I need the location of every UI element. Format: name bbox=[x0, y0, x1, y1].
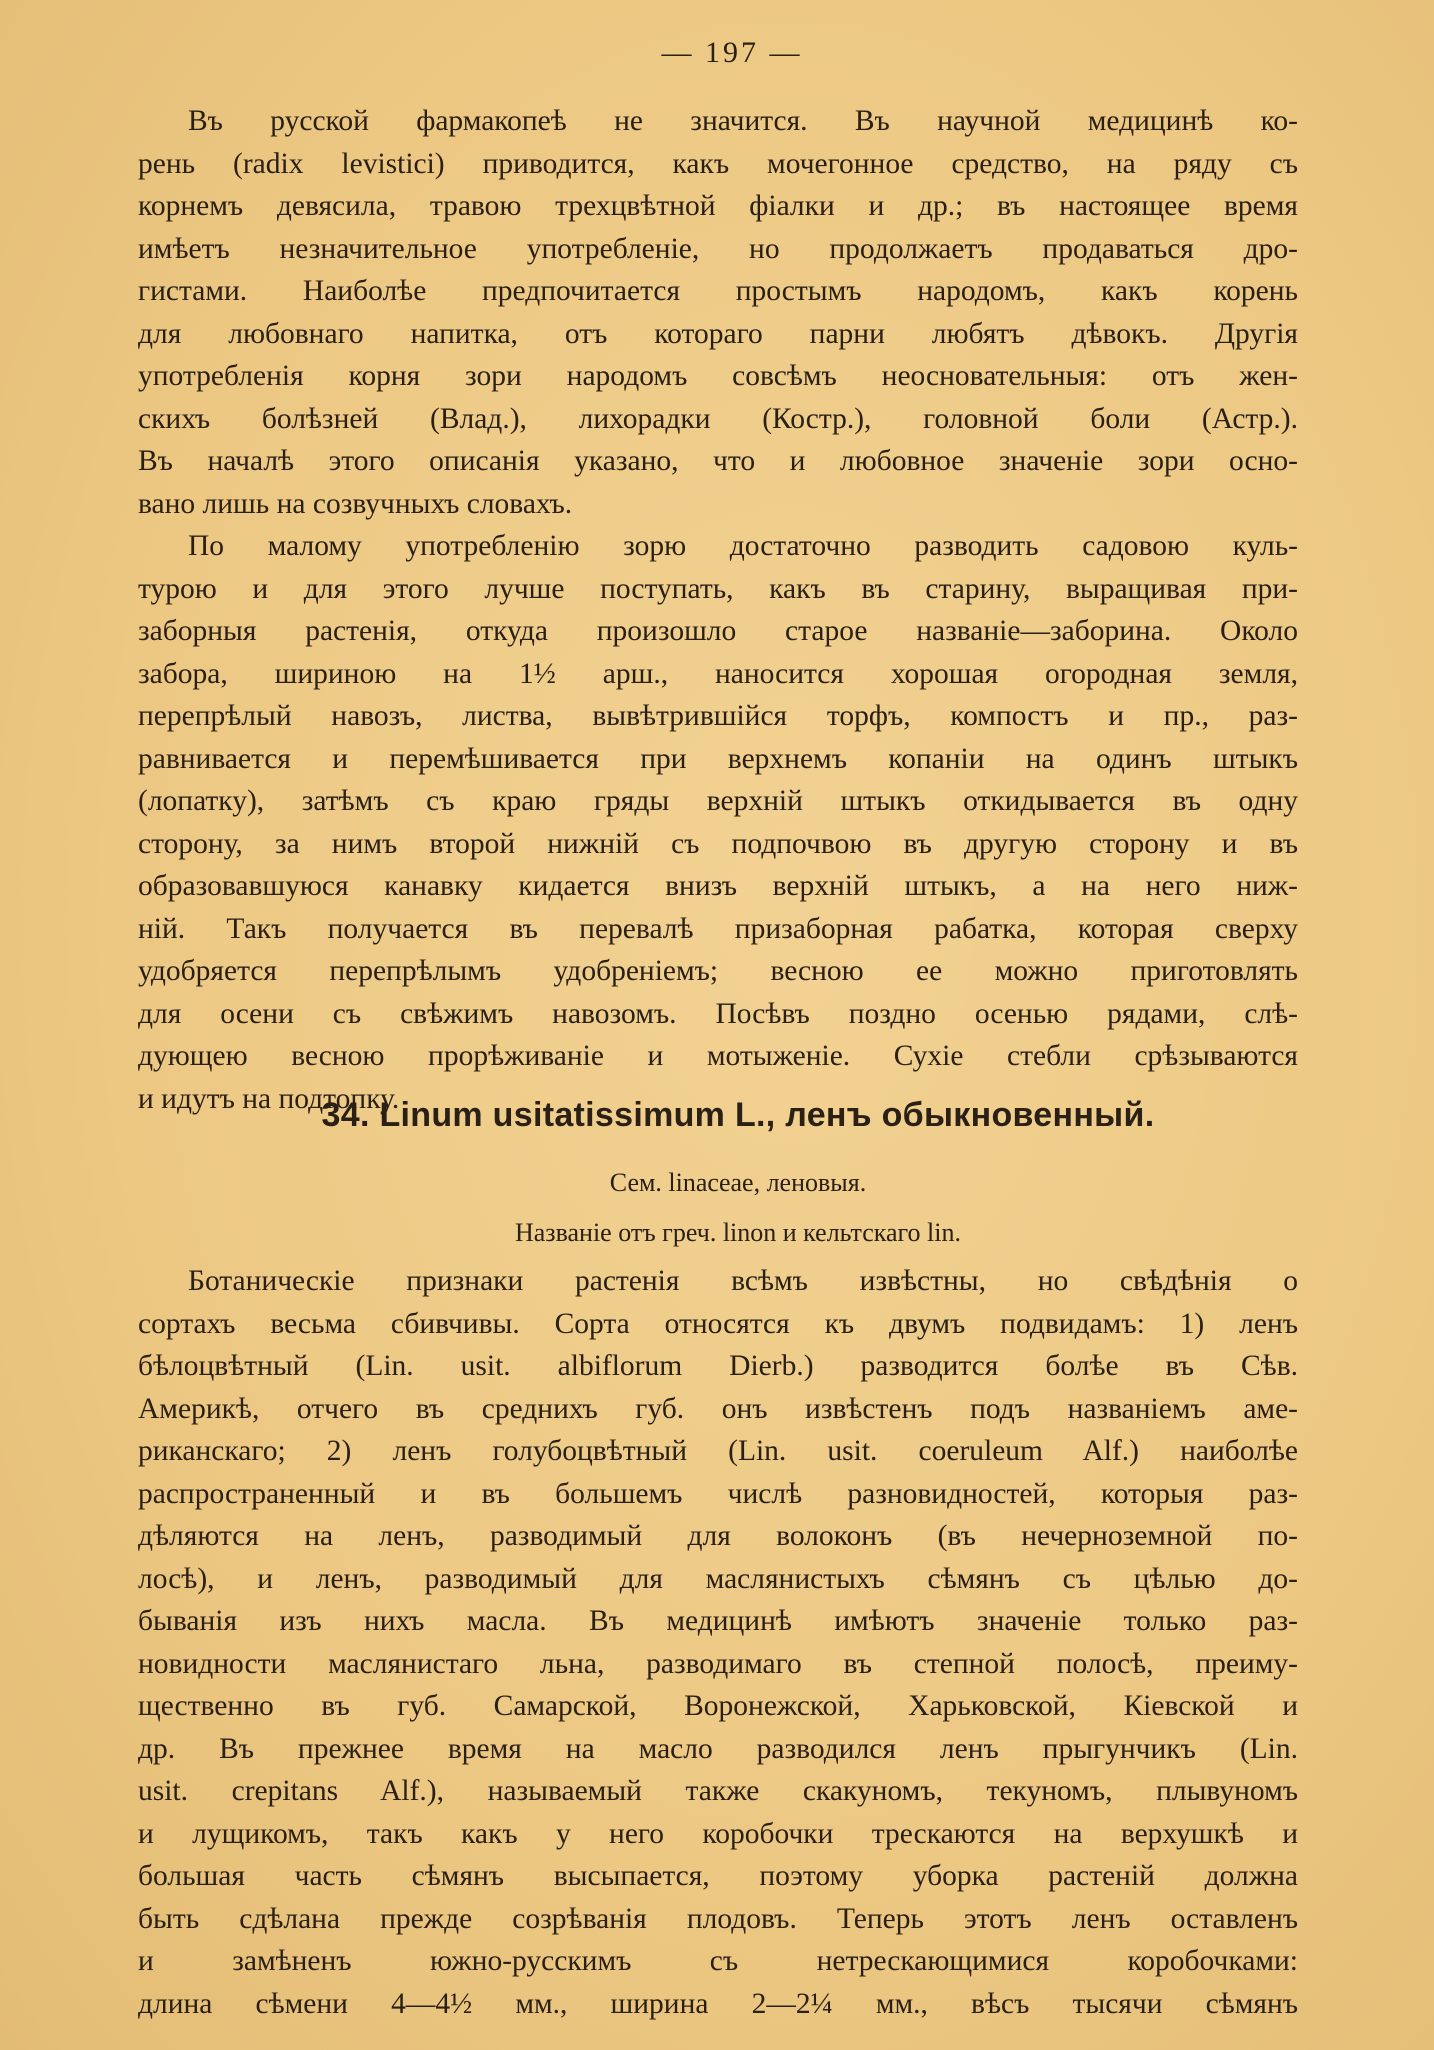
text-line: дѣляются на ленъ, разводимый для волоконъ (въ нечерноземной по- bbox=[138, 1520, 1298, 1552]
text-line: рень (radix levistici) приводится, какъ мочегонное средство, на ряду съ bbox=[138, 147, 1298, 180]
text-line: По малому употребленію зорю достаточно разводить садовою куль- bbox=[188, 530, 1298, 562]
text-line: заборныя растенія, откуда произошло старое названіе—заборина. Около bbox=[138, 615, 1298, 647]
text-line: длина сѣмени 4—4½ мм., ширина 2—2¼ мм., вѣсъ тысячи сѣмянъ bbox=[138, 1987, 1298, 2020]
text-line: имѣетъ незначительное употребленіе, но продолжаетъ продаваться дро- bbox=[138, 232, 1298, 265]
text-line: новидности маслянистаго льна, разводимаго въ степной полосѣ, преиму- bbox=[138, 1647, 1298, 1680]
paragraph-3 bbox=[138, 1260, 1298, 2025]
text-line: быванія изъ нихъ масла. Въ медицинѣ имѣютъ значеніе только раз- bbox=[138, 1605, 1298, 1637]
text-line: сторону, за нимъ второй нижній съ подпочвою въ другую сторону и въ bbox=[138, 827, 1298, 860]
text-line: щественно въ губ. Самарской, Воронежской, Харьковской, Кіевской и bbox=[138, 1690, 1298, 1722]
text-line: и лущикомъ, такъ какъ у него коробочки трескаются на верхушкѣ и bbox=[138, 1817, 1298, 1850]
text-line: бѣлоцвѣтный (Lin. usit. albiflorum Dierb.) разводится болѣе въ Сѣв. bbox=[138, 1350, 1298, 1382]
text-line: сортахъ весьма сбивчивы. Сорта относятся къ двумъ подвидамъ: 1) ленъ bbox=[138, 1307, 1298, 1340]
text-line: др. Въ прежнее время на масло разводился ленъ прыгунчикъ (Lin. bbox=[138, 1732, 1298, 1765]
text-line: распространенный и въ большемъ числѣ разновидностей, которыя раз- bbox=[138, 1477, 1298, 1510]
text-line: употребленія корня зори народомъ совсѣмъ неосновательныя: отъ жен- bbox=[138, 360, 1298, 392]
text-line: Ботаническіе признаки растенія всѣмъ извѣстны, но свѣдѣнія о bbox=[188, 1265, 1298, 1297]
text-line: равнивается и перемѣшивается при верхнемъ копаніи на одинъ штыкъ bbox=[138, 742, 1298, 775]
text-line: быть сдѣлана прежде созрѣванія плодовъ. Теперь этотъ ленъ оставленъ bbox=[138, 1902, 1298, 1935]
page-number: — 197 — bbox=[661, 36, 803, 69]
text-line: для любовнаго напитка, отъ котораго парни любятъ дѣвокъ. Другія bbox=[138, 317, 1298, 350]
text-line: usit. crepitans Alf.), называемый также скакуномъ, текуномъ, плывуномъ bbox=[138, 1775, 1298, 1807]
text-line: Въ началѣ этого описанія указано, что и любовное значеніе зори осно- bbox=[138, 445, 1298, 477]
text-line: корнемъ девясила, травою трехцвѣтной фіалки и др.; въ настоящее время bbox=[138, 190, 1298, 222]
text-line: Америкѣ, отчего въ среднихъ губ. онъ извѣстенъ подъ названіемъ аме- bbox=[138, 1392, 1298, 1425]
text-line: ній. Такъ получается въ перевалѣ призаборная рабатка, которая сверху bbox=[138, 912, 1298, 945]
text-line: образовавшуюся канавку кидается внизъ верхній штыкъ, а на него ниж- bbox=[138, 870, 1298, 902]
text-line: дующею весною прорѣживаніе и мотыженіе. Сухіе стебли срѣзываются bbox=[138, 1040, 1298, 1072]
family-line: Сем. linaceae, леновыя. bbox=[609, 1168, 867, 1197]
text-line: лосѣ), и ленъ, разводимый для маслянистыхъ сѣмянъ съ цѣлью до- bbox=[138, 1562, 1298, 1595]
text-line: (лопатку), затѣмъ съ краю гряды верхній штыкъ откидывается въ одну bbox=[138, 785, 1298, 817]
paragraph-1 bbox=[138, 100, 1298, 525]
text-line: удобряется перепрѣлымъ удобреніемъ; весною ее можно приготовлять bbox=[138, 955, 1298, 987]
text-line: для осени съ свѣжимъ навозомъ. Посѣвъ поздно осенью рядами, слѣ- bbox=[138, 997, 1298, 1030]
text-line: скихъ болѣзней (Влад.), лихорадки (Костр.), головной боли (Астр.). bbox=[138, 402, 1298, 435]
text-line: забора, шириною на 1½ арш., наносится хорошая огородная земля, bbox=[138, 657, 1298, 690]
text-line: и замѣненъ южно-русскимъ съ нетрескающимися коробочками: bbox=[138, 1945, 1298, 1977]
text-line: вано лишь на созвучныхъ словахъ. bbox=[138, 487, 573, 520]
text-line: Въ русской фармакопеѣ не значится. Въ научной медицинѣ ко- bbox=[188, 105, 1298, 137]
text-line: гистами. Наиболѣе предпочитается простымъ народомъ, какъ корень bbox=[138, 275, 1298, 307]
text-line: турою и для этого лучше поступать, какъ въ старину, выращивая при- bbox=[138, 572, 1298, 605]
text-line: большая часть сѣмянъ высыпается, поэтому уборка растеній должна bbox=[138, 1860, 1298, 1892]
section-heading: 34. Linum usitatissimum L., ленъ обыкновенный. bbox=[321, 1096, 1155, 1134]
text-line: риканскаго; 2) ленъ голубоцвѣтный (Lin. usit. coeruleum Alf.) наиболѣе bbox=[138, 1435, 1298, 1467]
name-origin-line: Названіе отъ греч. linon и кельтскаго lin. bbox=[514, 1218, 962, 1247]
text-line: перепрѣлый навозъ, листва, вывѣтрившійся торфъ, компостъ и пр., раз- bbox=[138, 700, 1298, 732]
paragraph-2 bbox=[138, 525, 1298, 1120]
text-line: и идутъ на подтопку. bbox=[138, 1082, 400, 1115]
